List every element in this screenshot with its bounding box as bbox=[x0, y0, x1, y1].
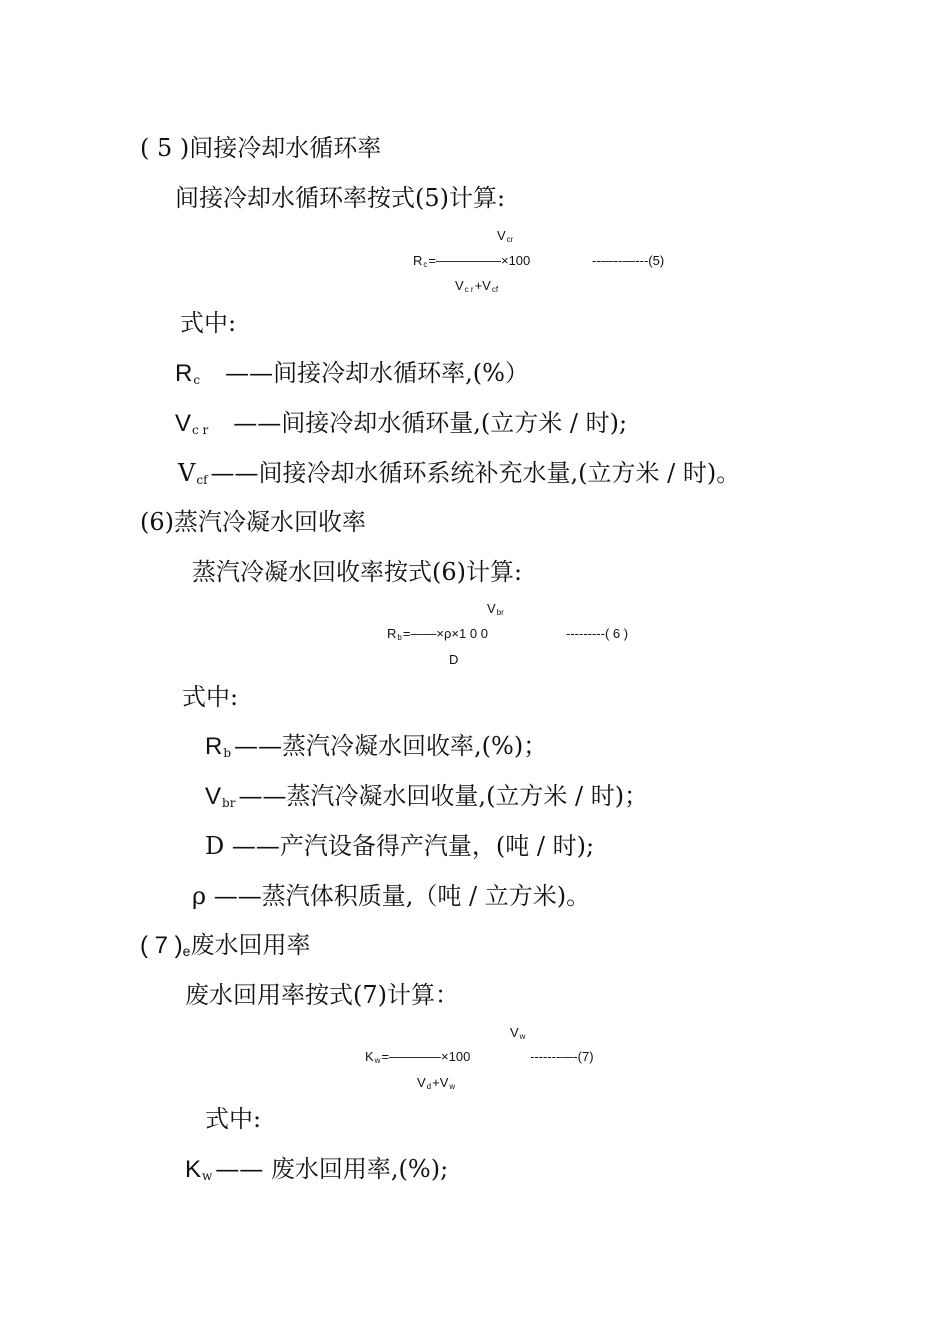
section-6-where: 式中: bbox=[182, 683, 239, 711]
section-6-def-vbr: $V_{br}$ ——蒸汽冷凝水回收量,(立方米 / 时)； bbox=[205, 782, 649, 810]
formula-6-denominator: D bbox=[449, 652, 459, 667]
section-7-where: 式中: bbox=[205, 1105, 262, 1133]
section-6-intro: 蒸汽冷凝水回收率按式(6)计算: bbox=[192, 558, 523, 586]
section-5-heading: ( 5 )间接冷却水循环率 bbox=[140, 134, 382, 162]
section-5-def-rc: $R_c$ ——间接冷却水循环率,(%） bbox=[175, 359, 529, 387]
formula-6-main: $R_b=——\times\rho\times 1$ 0 0 bbox=[387, 626, 488, 642]
formula-5-main: $R_c=—————\times 100$ bbox=[413, 253, 531, 269]
section-7-intro: 废水回用率按式(7)计算： bbox=[185, 981, 459, 1009]
section-7-def-kw: $K_w$ —— 废水回用率,(%); bbox=[185, 1155, 449, 1183]
formula-6-numerator: $V_{br}$ bbox=[487, 601, 504, 617]
section-6-heading: (6)蒸汽冷凝水回收率 bbox=[140, 508, 366, 536]
formula-7-numerator: $V_w$ bbox=[510, 1025, 526, 1041]
section-5-def-vcr: $V_{c r}$ ——间接冷却水循环量,(立方米 / 时); bbox=[175, 409, 628, 437]
section-6-def-rb: $R_b$ ——蒸汽冷凝水回收率,(%)； bbox=[205, 732, 548, 760]
section-7-heading: ( 7 )$_e$废水回用率 bbox=[140, 931, 311, 959]
formula-5-denominator: $V_{c r}+V_{cf}$ bbox=[455, 278, 499, 294]
section-5-intro: 间接冷却水循环率按式(5)计算: bbox=[175, 184, 506, 212]
formula-5-tag: --—--—---(5) bbox=[592, 253, 665, 268]
section-5-def-vcf: $V_{cf}$ ——间接冷却水循环系统补充水量,(立方米 / 时)。 bbox=[178, 459, 741, 487]
section-5-where: 式中: bbox=[180, 309, 237, 337]
formula-7-denominator: $V_d+V_w$ bbox=[417, 1075, 456, 1091]
formula-7-tag: -------—-(7) bbox=[530, 1049, 594, 1064]
formula-7-main: $K_w=————\times 100$ bbox=[365, 1049, 471, 1065]
formula-5-numerator: $V_{cr}$ bbox=[497, 228, 514, 244]
section-6-def-rho: ρ ——蒸汽体积质量,（吨 / 立方米)。 bbox=[192, 882, 591, 910]
section-6-def-d: D ——产汽设备得产汽量，(吨 / 时); bbox=[205, 832, 595, 860]
formula-6-tag: ---------( 6 ) bbox=[566, 626, 629, 641]
